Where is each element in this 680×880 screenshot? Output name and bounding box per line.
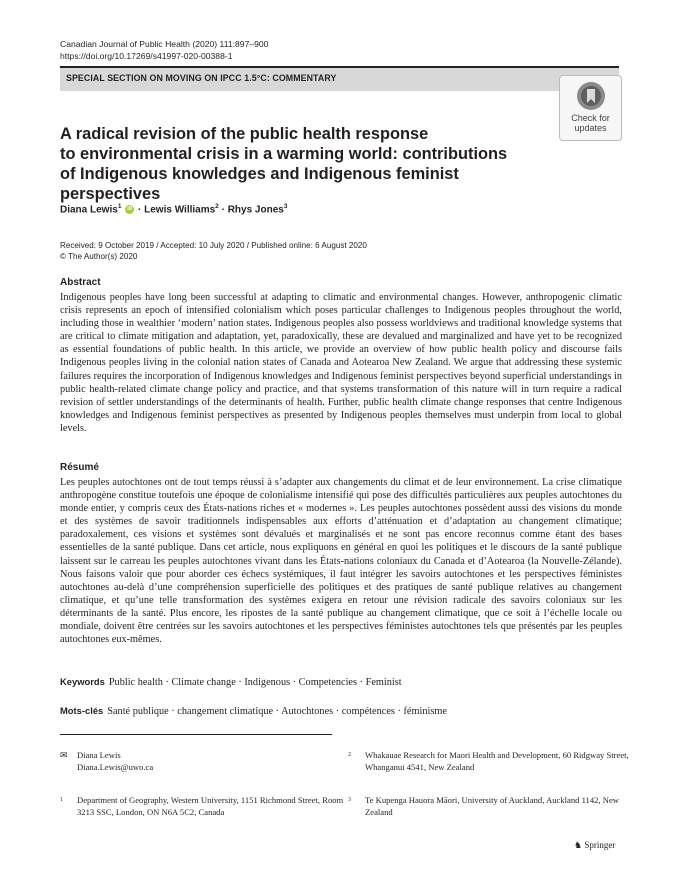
journal-citation: Canadian Journal of Public Health (2020) 111:897–900 <box>60 39 269 49</box>
author-name[interactable]: Lewis Williams <box>144 204 216 216</box>
abstract-heading: Abstract <box>60 277 101 288</box>
author-separator: · <box>221 204 225 216</box>
affiliation-mark: 3 <box>283 203 288 210</box>
copyright-line: © The Author(s) 2020 <box>60 252 138 261</box>
footnote-text: Department of Geography, Western University, 1151 Richmond Street, Room 3213 SSC, London, ON N6A 5C2, Canada <box>77 795 344 817</box>
author-list <box>60 203 287 215</box>
affiliation-footnote <box>60 795 350 825</box>
author-name[interactable]: Rhys Jones <box>227 204 284 216</box>
affiliation-mark: 1 <box>117 203 122 210</box>
envelope-icon: ✉ <box>60 750 68 760</box>
affiliation-footnote <box>348 795 638 825</box>
footnote-text: Te Kupenga Hauora Māori, University of Auckland, Auckland 1142, New Zealand <box>365 795 619 817</box>
mots-cles <box>60 705 447 717</box>
journal-header <box>60 38 268 62</box>
email-link[interactable]: Diana.Lewis@uwo.ca <box>77 761 154 772</box>
resume-text: Les peuples autochtones ont de tout temps réussi à s’adapter aux changements du climat et de leur environnement. La crise climatique anthropogène constitue toutefois une époque de colonialisme intensifié qui pose des difficultés particulières aux peuples autochtones du monde entier, y compris ceux des États-nations riches et « modernes ». Les peuples autochtones possèdent aussi des visions du monde et des systèmes de savoir traditionnels indispensables aux efforts d’atténuation et d’adaptation au changement climatique; paradoxalement, ces visions et systèmes sont dévalués et marginalisés et ne sont pas encore reconnus comme étant des bases essentielles de la santé publique. Dans cet article, nous expliquons en général en quoi les politiques et le discours de la santé publique laissent sur le carreau les peuples autochtones vivant dans les États-nations coloniaux du Canada et d’Aotearoa (la Nouvelle-Zélande). Nous faisons valoir que pour aborder ces échecs systémiques, il faut intégrer les savoirs autochtones et les perspectives féministes autochtones au-delà d’une compréhension superficielle des politiques et des pratiques de santé publique relatives au changement climatique, et qu’une telle transformation des systèmes exigera en retour une révision radicale des savoirs coloniaux sur les déterminants de la santé. Plus encore, les ripostes de la santé publique au changement climatique, que ce soit à l’échelle locale ou mondiale, doivent être centrées sur les savoirs autochtones et les perspectives féministes autochtones tels que présentés par les peuples autochtones eux-mêmes. <box>60 477 622 646</box>
author-separator: · <box>138 204 142 216</box>
dates-line: Received: 9 October 2019 / Accepted: 10 July 2020 / Published online: 6 August 2020 <box>60 241 367 250</box>
author-name[interactable]: Diana Lewis <box>60 204 118 216</box>
corresponding-name: Diana Lewis <box>77 750 121 760</box>
orcid-icon[interactable]: iD <box>127 206 133 213</box>
footnote-number: 1 <box>60 797 63 803</box>
publisher-name: Springer <box>584 840 616 850</box>
article-title <box>60 124 530 204</box>
title-line-1: A radical revision of the public health response <box>60 125 429 143</box>
check-for-updates-label: Check for updates <box>571 113 610 133</box>
title-line-2: to environmental crisis in a warming world: contributions <box>60 145 508 163</box>
mots-cles-label: Mots-clés <box>60 705 104 716</box>
resume-heading: Résumé <box>60 462 99 473</box>
keywords-list: Public health · Climate change · Indigenous · Competencies · Feminist <box>108 677 402 688</box>
title-line-3: of Indigenous knowledges and Indigenous feminist perspectives <box>60 165 459 203</box>
keywords <box>60 676 402 688</box>
affiliation-mark: 2 <box>215 203 219 210</box>
keywords-label: Keywords <box>60 676 105 687</box>
footnote-rule <box>60 734 332 735</box>
footnote-text: Whakauae Research for Maori Health and Development, 60 Ridgway Street, Whanganui 4541, New Zealand <box>365 750 629 772</box>
section-label: SPECIAL SECTION ON MOVING ON IPCC 1.5°C: COMMENTARY <box>66 73 337 83</box>
mots-cles-list: Santé publique · changement climatique · Autochtones · compétences · féminisme <box>107 706 447 717</box>
check-for-updates-badge[interactable] <box>559 75 622 141</box>
corresponding-author-note <box>60 750 350 780</box>
bookmark-icon <box>576 81 606 111</box>
affiliation-footnote <box>348 750 638 780</box>
doi-link[interactable]: https://doi.org/10.17269/s41997-020-00388-1 <box>60 51 233 61</box>
springer-horse-icon: ♞ <box>574 840 583 850</box>
footnote-number: 3 <box>348 797 351 803</box>
publisher-logo <box>574 840 615 851</box>
abstract-text: Indigenous peoples have long been successful at adapting to climatic and environmental changes. However, anthropogenic climatic crisis represents an epoch of intensified colonialism which poses particular challenges to Indigenous peoples throughout the world, including those in wealthier ‘modern’ nation states. Indigenous peoples also possess worldviews and traditional knowledge systems that are critical to climate mitigation and adaptation, yet, paradoxically, these are devalued and marginalized and have yet to be recognized as essential foundations of public health. In this article, we provide an overview of how public health policy and discourse fails Indigenous peoples living in the colonial nation states of Canada and Aotearoa New Zealand. We argue that addressing these systemic failures requires the incorporation of Indigenous knowledges and Indigenous feminist perspectives beyond superficial understandings in public health-related climate change policy and practice, and that systems transformation of this nature will in turn require a radical revision of settler understandings of the determinants of health. Further, public health climate change responses that centre Indigenous knowledges and Indigenous feminist perspectives as presented by Indigenous peoples themselves must underpin from local to global levels. <box>60 292 622 434</box>
footnote-number: 2 <box>348 752 351 758</box>
section-banner <box>60 68 619 91</box>
publication-history <box>60 240 367 262</box>
